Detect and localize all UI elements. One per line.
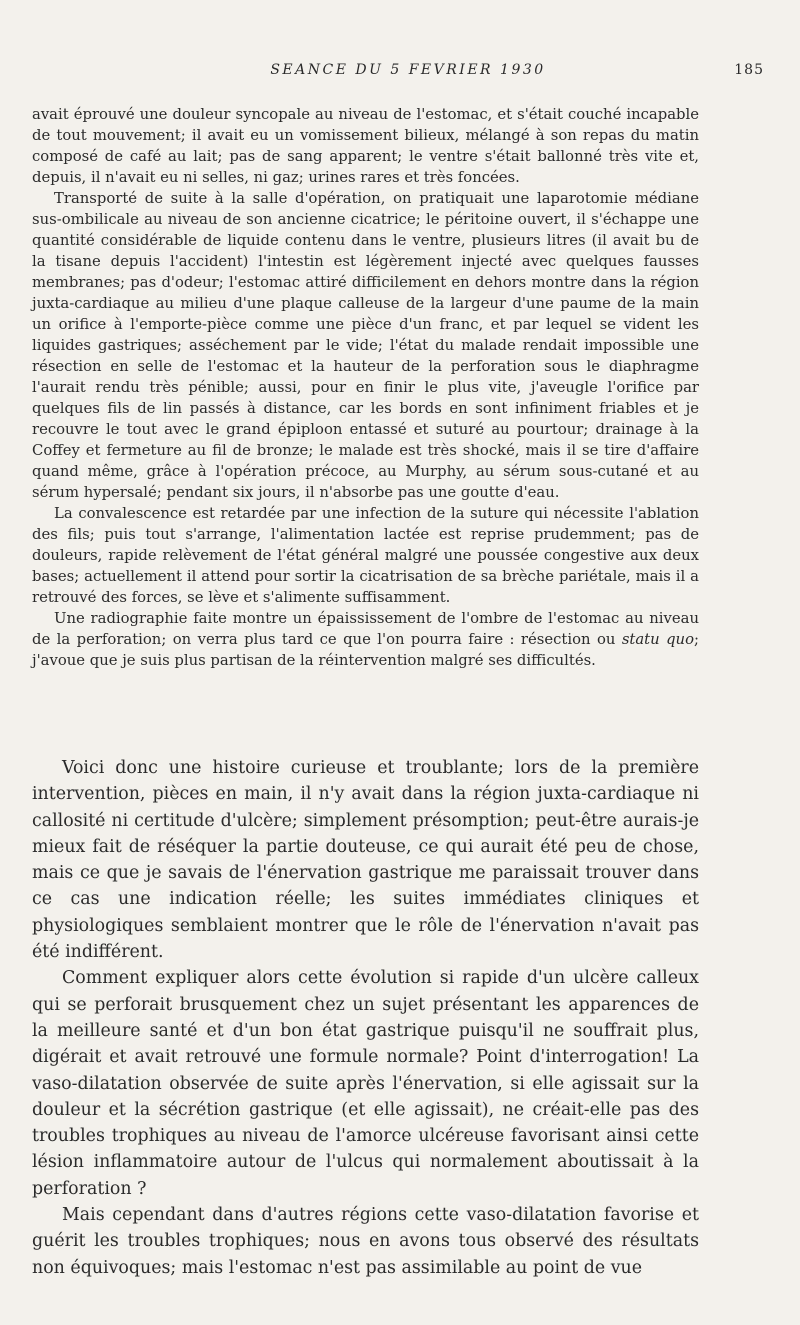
- running-header: [32, 62, 764, 82]
- running-title: SEANCE DU 5 FEVRIER 1930: [270, 62, 546, 78]
- paragraph-vasodilatation: Mais cependant dans d'autres régions cette vaso-dilatation favorise et guérit les troubles trophiques; nous en avons tous observé des résultats non équivoques; mais l'estomac n'est pas assimilable au point de vue: [32, 1205, 699, 1278]
- paragraph-convalescence: La convalescence est retardée par une infection de la suture qui nécessite l'ablation des fils; puis tout s'arrange, l'alimentation lactée est reprise prudemment; pas de douleurs, rapide relèvement de l'état général malgré une poussée congestive aux deux bases; actuellement il attend pour sortir la cicatrisation de sa brèche pariétale, mais il a retrouvé des forces, se lève et s'alimente suffisamment.: [32, 505, 699, 606]
- paragraph-operation: Transporté de suite à la salle d'opération, on pratiquait une laparotomie médiane sus-ombilicale au niveau de son ancienne cicatrice; le péritoine ouvert, il s'échappe une quantité considérable de liquide contenu dans le ventre, plusieurs litres (il avait bu de la tisane depuis l'accident) l'intestin est légèrement injecté avec quelques fausses membranes; pas d'odeur; l'estomac attiré difficilement en dehors montre dans la région juxta-cardiaque au milieu d'une plaque calleuse de la largeur d'une paume de la main un orifice à l'emporte-pièce comme une pièce d'un franc, et par lequel se vident les liquides gastriques; asséchement par le vide; l'état du malade rendait impossible une résection en selle de l'estomac et la hauteur de la perforation sous le diaphragme l'aurait rendu très pénible; aussi, pour en finir le plus vite, j'aveugle l'orifice par quelques fils de lin passés à distance, car les bords en sont infiniment friables et je recouvre le tout avec le grand épiploon entassé et suturé au pourtour; drainage à la Coffey et fermeture au fil de bronze; le malade est très shocké, mais il se tire d'affaire quand même, grâce à l'opération précoce, au Murphy, au sérum sous-cutané et au sérum hypersalé; pendant six jours, il n'absorbe pas une goutte d'eau.: [32, 190, 699, 501]
- paragraph-explanation: Comment expliquer alors cette évolution si rapide d'un ulcère calleux qui se perforait brusquement chez un sujet présentant les apparences de la meilleure santé et d'un bon état gastrique puisqu'il ne souffrait plus, digérait et avait retrouvé une formule normale? Point d'interrogation! La vaso-dilatation observée de suite après l'énervation, si elle agissait sur la douleur et la sécrétion gastrique (et elle agissait), ne créait-elle pas des troubles trophiques au niveau de l'amorce ulcéreuse favorisant ainsi cette lésion inflammatoire autour de l'ulcus qui normalement aboutissait à la perforation ?: [32, 968, 699, 1199]
- paragraph-history: Voici donc une histoire curieuse et troublante; lors de la première intervention, pièces en main, il n'y avait dans la région juxta-cardiaque ni callosité ni certitude d'ulcère; simplement présomption; peut-être aurais-je mieux fait de réséquer la partie douteuse, ce qui aurait été peu de chose, mais ce que je savais de l'énervation gastrique me paraissait trouver dans ce cas une indication réelle; les suites immédiates cliniques et physiologiques semblaient montrer que le rôle de l'énervation n'avait pas été indifférent.: [32, 758, 699, 963]
- page-number: 185: [734, 62, 764, 78]
- paragraph-continuation: avait éprouvé une douleur syncopale au niveau de l'estomac, et s'était couché incapable de tout mouvement; il avait eu un vomissement bilieux, mélangé à son repas du matin composé de café au lait; pas de sang apparent; le ventre s'était ballonné très vite et, depuis, il n'avait eu ni selles, ni gaz; urines rares et très foncées.: [32, 106, 699, 186]
- radiography-text-start: Une radiographie faite montre un épaississement de l'ombre de l'estomac au niveau de la perforation; on verra plus tard ce que l'on pourra faire : résection ou: [32, 610, 699, 648]
- statu-quo-italic: statu quo: [621, 631, 694, 648]
- small-print-section: [32, 104, 699, 671]
- main-text-section: [32, 755, 699, 1281]
- radiography-text-end: ; j'avoue que je suis plus partisan de la réintervention malgré ses difficultés.: [32, 631, 699, 669]
- paragraph-radiography: [32, 608, 699, 671]
